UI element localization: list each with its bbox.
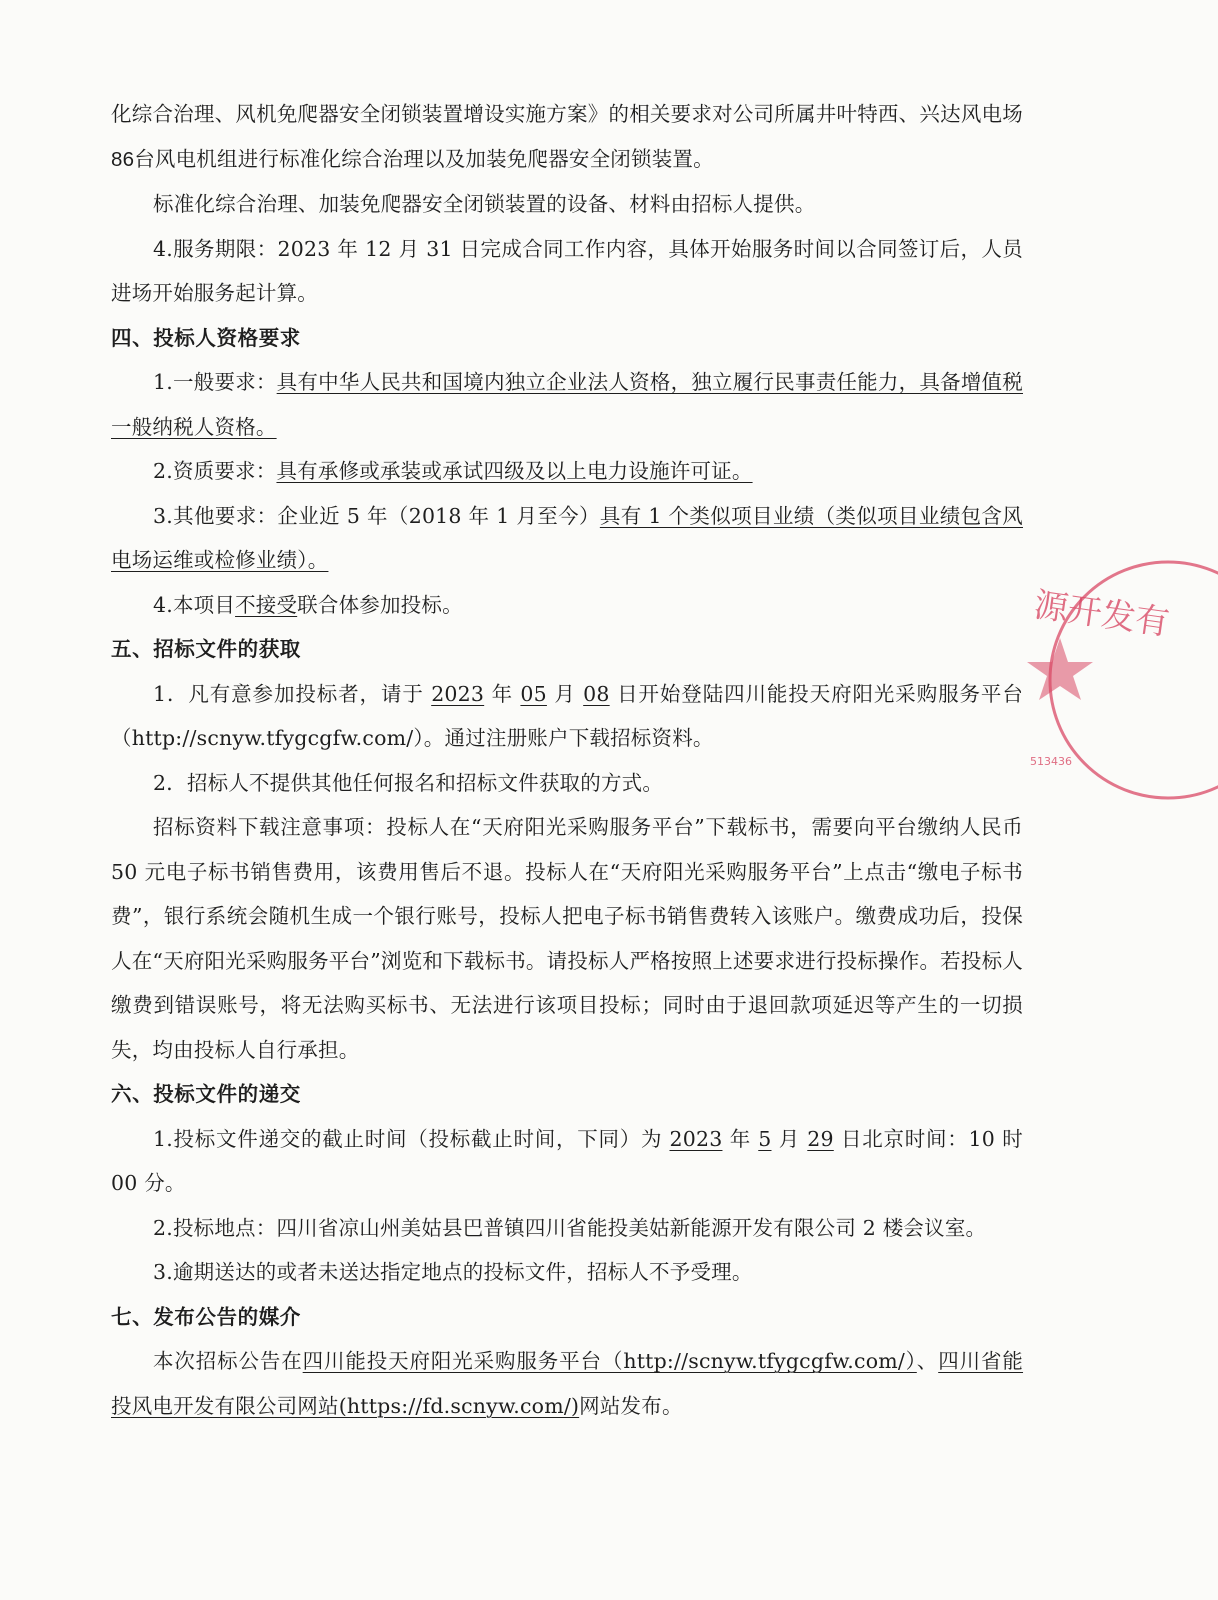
company-seal [1030,560,1218,810]
download-notice: 招标资料下载注意事项：投标人在“天府阳光采购服务平台”下载标书，需要向平台缴纳人民币 50 元电子标书销售费用，该费用售后不退。投标人在“天府阳光采购服务平台”上点击“缴电子标书费”，银行系统会随机生成一个银行账号，投标人把电子标书销售费转入该账户。缴费成功后，投保人在“天府阳光采购服务平台”浏览和下载标书。请投标人严格按照上述要求进行投标操作。若投标人缴费到错误账号，将无法购买标书、无法进行该项目投标；同时由于退回款项延迟等产生的一切损失，均由投标人自行承担。 [111,815,1023,1062]
seal-star-icon [1027,638,1093,700]
paragraph-materials: 标准化综合治理、加装免爬器安全闭锁装置的设备、材料由招标人提供。 [153,192,816,216]
platform-link: 四川能投天府阳光采购服务平台（http://scnyw.tfygcgfw.com/） [302,1349,917,1373]
section-heading-submission: 六、投标文件的递交 [111,1082,301,1106]
seal-code: 513436 [1030,755,1072,768]
submission-deadline: 1.投标文件递交的截止时间（投标截止时间，下同）为 2023 年 5 月 29 日北京时间：10 时 00 分。 [111,1126,1023,1195]
media-paragraph: 本次招标公告在四川能投天府阳光采购服务平台（http://scnyw.tfygcgfw.com/）、四川省能投风电开发有限公司网站(https://fd.scnyw.com/)网站发布。 [111,1349,1024,1418]
submission-location: 2.投标地点：四川省凉山州美姑县巴普镇四川省能投美姑新能源开发有限公司 2 楼会议室。 [153,1215,987,1240]
qualification-general: 1.一般要求：具有中华人民共和国境内独立企业法人资格，独立履行民事责任能力，具备增值税一般纳税人资格。 [111,370,1023,439]
section-heading-qualification: 四、投标人资格要求 [111,325,301,350]
qualification-certificate: 2.资质要求：具有承修或承装或承试四级及以上电力设施许可证。 [153,459,753,483]
paragraph-scope: 化综合治理、风机免爬器安全闭锁装置增设实施方案》的相关要求对公司所属井叶特西、兴达风电场86台风电机组进行标准化综合治理以及加装免爬器安全闭锁装置。 [111,102,1023,171]
paragraph-service-period: 4.服务期限：2023 年 12 月 31 日完成合同工作内容，具体开始服务时间以合同签订后，人员进场开始服务起计算。 [111,236,1023,305]
qualification-other: 3.其他要求：企业近 5 年（2018 年 1 月至今）具有 1 个类似项目业绩（类似项目业绩包含风电场运维或检修业绩）。 [111,503,1023,572]
submission-late-rule: 3.逾期送达的或者未送达指定地点的投标文件，招标人不予受理。 [153,1260,753,1284]
seal-text: 源开发有 [1031,585,1172,644]
obtain-documents-item-1: 1．凡有意参加投标者，请于 2023 年 05 月 08 日开始登陆四川能投天府阳光采购服务平台（http://scnyw.tfygcgfw.com/）。通过注册账户下载招标资料。 [111,681,1024,750]
section-heading-media: 七、发布公告的媒介 [111,1304,301,1329]
document-body [111,92,1023,1428]
obtain-documents-item-2: 2．招标人不提供其他任何报名和招标文件获取的方式。 [153,770,664,795]
qualification-consortium: 4.本项目不接受联合体参加投标。 [153,592,463,617]
company-website-link: 四川省能投风电开发有限公司网站(https://fd.scnyw.com/) [111,1349,1024,1418]
section-heading-obtain-documents: 五、招标文件的获取 [111,637,301,661]
